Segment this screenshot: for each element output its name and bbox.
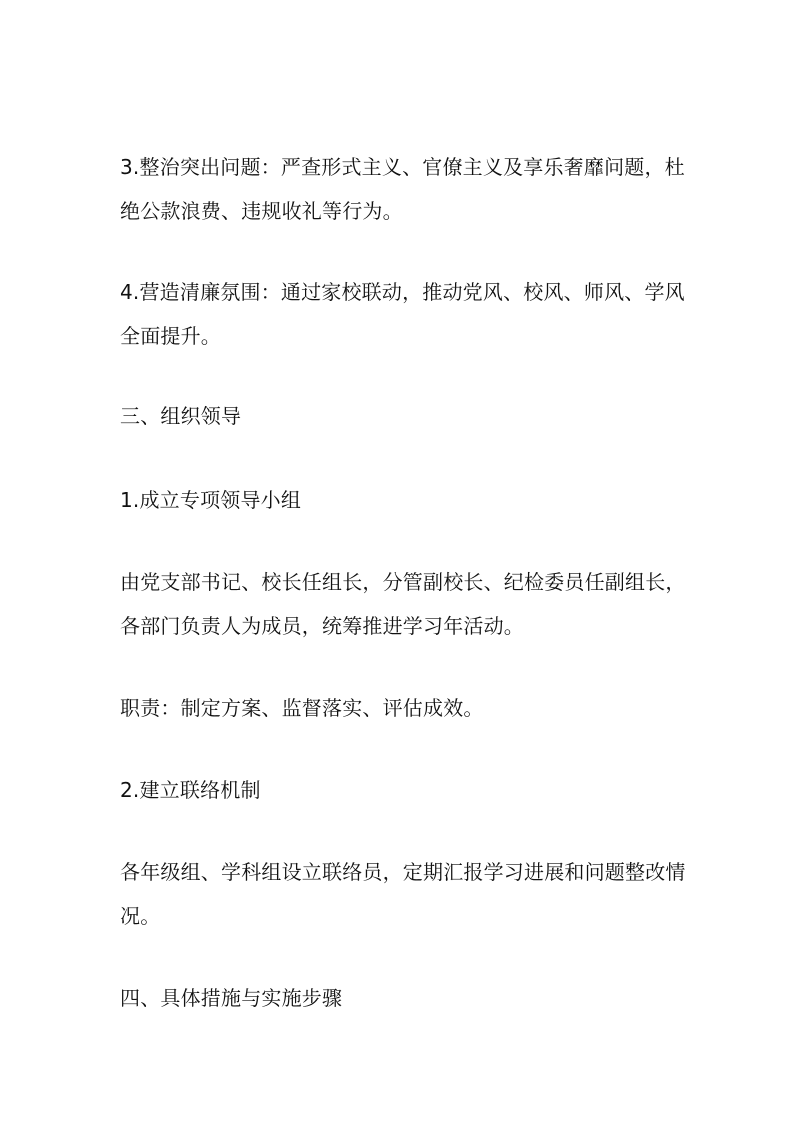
paragraph-clean-atmosphere: 4.营造清廉氛围：通过家校联动，推动党风、校风、师风、学风全面提升。 [120, 280, 685, 348]
section-heading-measures: 四、具体措施与实施步骤 [120, 986, 343, 1010]
paragraph-rectify-problems: 3.整治突出问题：严查形式主义、官僚主义及享乐奢靡问题，杜绝公款浪费、违规收礼等行为。 [120, 155, 685, 223]
subheading-liaison-mechanism: 2.建立联络机制 [120, 778, 261, 802]
paragraph-liaison-officers: 各年级组、学科组设立联络员，定期汇报学习进展和问题整改情况。 [120, 860, 686, 928]
paragraph-group-members: 由党支部书记、校长任组长，分管副校长、纪检委员任副组长，各部门负责人为成员，统筹推进学习年活动。 [120, 570, 686, 638]
section-heading-organization: 三、组织领导 [120, 404, 242, 428]
paragraph-duties: 职责：制定方案、监督落实、评估成效。 [120, 696, 484, 720]
subheading-leading-group: 1.成立专项领导小组 [120, 488, 302, 512]
